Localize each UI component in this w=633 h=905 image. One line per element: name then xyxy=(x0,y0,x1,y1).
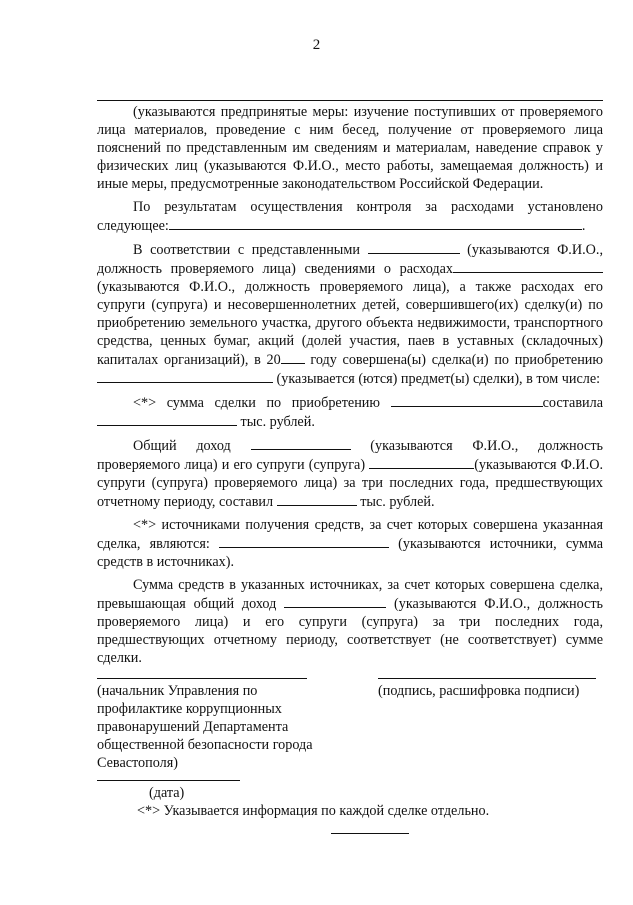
official-signature-line xyxy=(97,678,307,679)
footnote: <*> Указывается информация по каждой сделке отдельно. xyxy=(137,803,490,819)
document-body xyxy=(97,103,603,667)
deal-amount-text-2: составила xyxy=(542,395,603,411)
date-caption: (дата) xyxy=(149,785,185,801)
measures-paragraph: (указываются предпринятые меры: изучение поступивших от проверяемого лица материалов, проведение с ним бесед, получение от проверяемого лица пояснений по представленным им сведениям и материалам, наведение справок у физических лиц (указываются Ф.И.О., место работы, замещаемая должность) и иные меры, предусмотренные законодательством Российской Федерации. xyxy=(97,104,603,192)
date-line xyxy=(97,780,240,781)
income-sum-blank xyxy=(277,492,357,506)
income-person-blank xyxy=(251,436,351,450)
expenses-blank xyxy=(453,259,603,273)
transaction-paragraph xyxy=(97,240,603,388)
deal-sum-blank xyxy=(97,412,237,426)
page-number: 2 xyxy=(312,37,321,53)
income-text-3: (указываются Ф.И.О. супруги (супруга) проверяемого лица) за три последних года, предшествующих отчетному периоду, составил xyxy=(97,457,603,510)
signature-caption: (подпись, расшифровка подписи) xyxy=(378,683,580,699)
deal-amount-paragraph xyxy=(97,393,603,431)
transaction-text-3: (указываются Ф.И.О., должность проверяемого лица), а также расходах его супруги (супруга) и несовершеннолетних детей, совершившего(их) сделку(и) по приобретению земельного участка, другого объекта недвижимости, транспортного средства, ценных бумаг, акций (долей участия, паев в уставных (складочных) капиталах организаций), в 20 xyxy=(97,279,603,368)
income-paragraph xyxy=(97,436,603,511)
signature-line xyxy=(378,678,596,679)
year-blank xyxy=(281,350,305,364)
excess-paragraph xyxy=(97,576,603,667)
deal-amount-text-3: тыс. рублей. xyxy=(240,414,315,430)
header-fill-line xyxy=(97,100,603,101)
income-text-2: (указываются Ф.И.О., должность проверяемого лица) и его супруги (супруга) xyxy=(97,438,603,473)
income-text-1: Общий доход xyxy=(133,438,231,454)
sources-text-2: (указываются источники, сумма средств в источниках). xyxy=(97,536,604,570)
result-end: . xyxy=(581,218,586,234)
result-paragraph xyxy=(97,198,603,235)
sources-paragraph xyxy=(97,516,603,571)
income-text-4: тыс. рублей. xyxy=(360,494,435,510)
end-rule xyxy=(331,833,409,834)
sources-blank xyxy=(219,534,389,548)
submitted-by-blank xyxy=(368,240,460,254)
official-caption: (начальник Управления по профилактике коррупционных правонарушений Департамента общественной безопасности города Севастополя) xyxy=(97,683,313,771)
transaction-text-5: (указывается (ются) предмет(ы) сделки), в том числе: xyxy=(276,371,601,387)
result-blank xyxy=(169,216,582,230)
excess-text-1: Сумма средств в указанных источниках, за счет которых совершена сделка, превышающая общий доход xyxy=(97,577,603,612)
spouse-blank xyxy=(369,455,474,469)
deal-subject-blank xyxy=(391,393,543,407)
acquisition-blank xyxy=(97,369,273,383)
excess-person-blank xyxy=(284,594,386,608)
sources-text-1: <*> источниками получения средств, за счет которых совершена указанная сделка, являются: xyxy=(97,517,603,552)
transaction-text-1: В соответствии с представленными xyxy=(133,242,360,258)
result-text: По результатам осуществления контроля за расходами установлено следующее: xyxy=(97,199,603,234)
deal-amount-text-1: <*> сумма сделки по приобретению xyxy=(133,395,380,411)
transaction-text-4: году совершена(ы) сделка(и) по приобретению xyxy=(310,352,603,368)
transaction-text-2: (указываются Ф.И.О., должность проверяемого лица) сведениями о расходах xyxy=(97,242,603,277)
excess-text-2: (указываются Ф.И.О., должность проверяемого лица) и его супруги (супруга) за три последних года, предшествующих отчетному периоду, соответствует (не соответствует) сумме сделки. xyxy=(97,596,604,666)
